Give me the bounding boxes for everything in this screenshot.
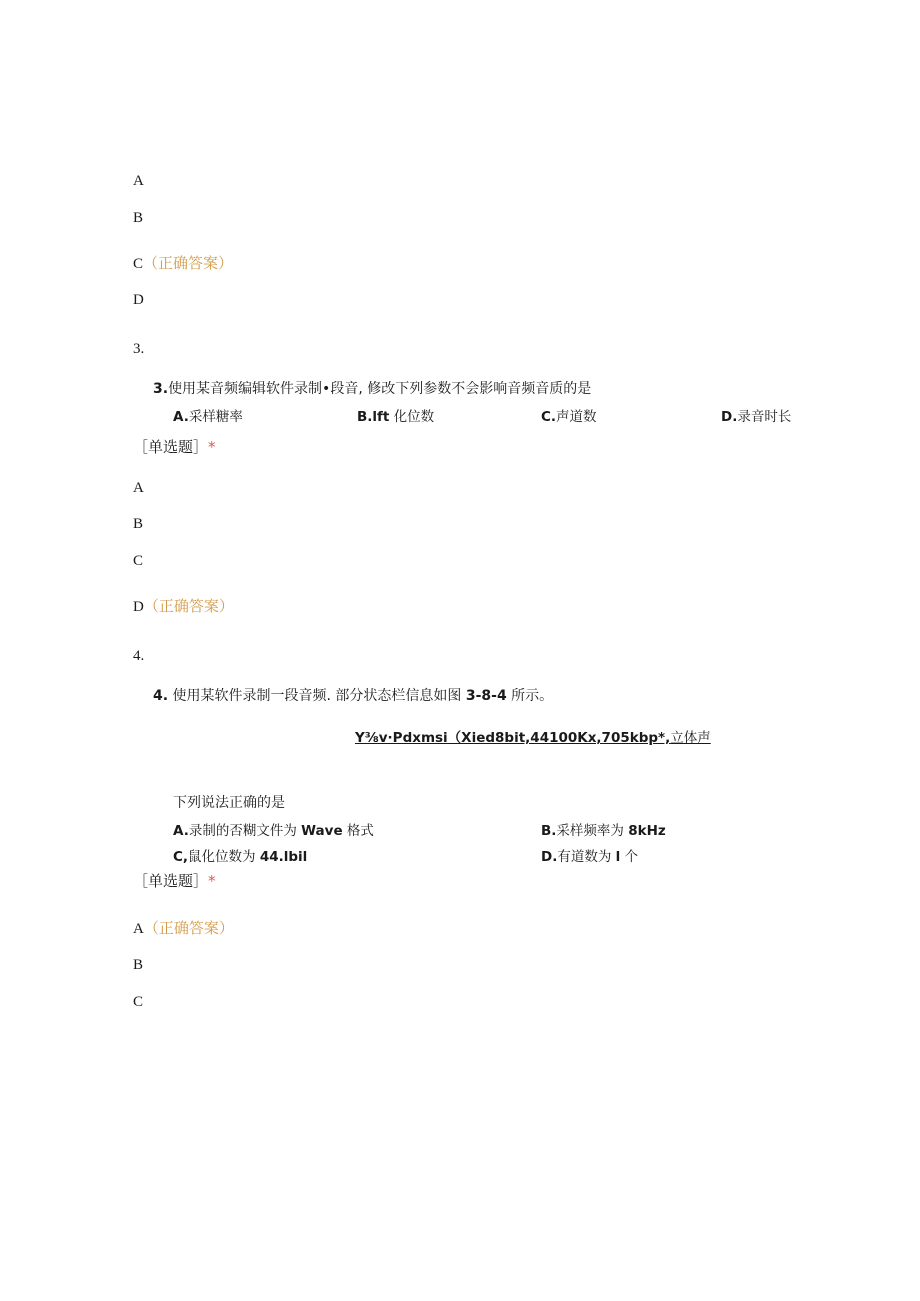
q4-stem: [153, 685, 553, 705]
q3-option-c[interactable]: [133, 553, 143, 570]
q3-choice-a: [173, 405, 243, 425]
option-letter: B: [133, 210, 144, 226]
choice-text: 录制的否糊文件为: [188, 823, 302, 839]
status-bar-cjk: 立体声: [670, 730, 711, 746]
choice-tail: 个: [620, 849, 639, 865]
q4-option-c[interactable]: [133, 994, 143, 1011]
status-bar-latin: Y⅜v·Pdxmsi（Xied8bit,44100Kx,705kbp*,: [355, 730, 671, 746]
q4-choice-b: [541, 819, 666, 839]
q4-choice-a: [173, 819, 374, 839]
q2-option-b[interactable]: [133, 210, 143, 227]
q3-option-a[interactable]: [133, 480, 144, 497]
q4-stem-number: 4.: [153, 688, 169, 704]
q2-option-c[interactable]: [133, 252, 233, 273]
choice-key: C.: [541, 409, 557, 425]
status-bar-info: [355, 726, 711, 746]
choice-key: C,: [173, 849, 189, 865]
correct-answer-tag: （正确答案）: [143, 919, 234, 937]
question-type: ［单选题］: [133, 872, 209, 890]
option-letter: C: [133, 256, 144, 272]
q3-type-label: [133, 436, 216, 457]
choice-text: 录音时长: [737, 409, 792, 425]
choice-bold: Wave: [301, 823, 343, 839]
q3-stem-text: 使用某音频编辑软件录制•段音, 修改下列参数不会影响音频音质的是: [168, 381, 592, 397]
choice-bold: 8kHz: [628, 823, 666, 839]
choice-key: A.: [173, 409, 189, 425]
option-letter: C: [133, 994, 144, 1010]
choice-text: 鼠化位数为: [188, 849, 260, 865]
choice-text: 声道数: [556, 409, 597, 425]
choice-bold: l: [615, 849, 621, 865]
choice-key: D.: [721, 409, 738, 425]
q4-stem-text: 使用某软件录制一段音频. 部分状态栏信息如图: [168, 688, 466, 704]
option-letter: A: [133, 480, 144, 496]
q4-choice-d: [541, 845, 638, 865]
required-marker: *: [208, 438, 216, 456]
q4-number: 4.: [133, 648, 145, 664]
option-letter: B: [133, 516, 144, 532]
choice-tail: 格式: [342, 823, 374, 839]
q2-option-a[interactable]: [133, 173, 144, 190]
question-type: ［单选题］: [133, 438, 209, 456]
q3-option-b[interactable]: [133, 516, 143, 533]
q3-stem: [153, 378, 591, 398]
choice-bold: 44.lbil: [259, 849, 308, 865]
q4-choice-c: [173, 845, 307, 865]
q4-figure-ref: 3-8-4: [465, 688, 507, 704]
q3-choice-b: [357, 405, 434, 425]
q3-number: 3.: [133, 341, 145, 357]
option-letter: D: [133, 292, 144, 308]
option-letter: A: [133, 173, 144, 189]
q4-prompt: 下列说法正确的是: [173, 795, 285, 811]
choice-key: B.: [541, 823, 557, 839]
choice-key: D.: [541, 849, 558, 865]
q4-option-a[interactable]: [133, 917, 234, 938]
option-letter: D: [133, 599, 144, 615]
option-letter: C: [133, 553, 144, 569]
q4-type-label: [133, 870, 216, 891]
required-marker: *: [208, 872, 216, 890]
choice-key: B.lft: [357, 409, 390, 425]
choice-text: 采样糖率: [188, 409, 243, 425]
q3-stem-number: 3.: [153, 381, 169, 397]
q4-stem-tail: 所示。: [506, 688, 554, 704]
choice-text: 有道数为: [557, 849, 616, 865]
correct-answer-tag: （正确答案）: [143, 597, 234, 615]
choice-key: A.: [173, 823, 189, 839]
q3-option-d[interactable]: [133, 595, 234, 616]
option-letter: A: [133, 921, 144, 937]
correct-answer-tag: （正确答案）: [143, 254, 234, 272]
choice-text: 化位数: [389, 409, 435, 425]
q3-choice-d: [721, 405, 791, 425]
q2-option-d[interactable]: [133, 292, 144, 309]
q3-choice-c: [541, 405, 597, 425]
option-letter: B: [133, 957, 144, 973]
q4-option-b[interactable]: [133, 957, 143, 974]
choice-text: 采样频率为: [556, 823, 629, 839]
